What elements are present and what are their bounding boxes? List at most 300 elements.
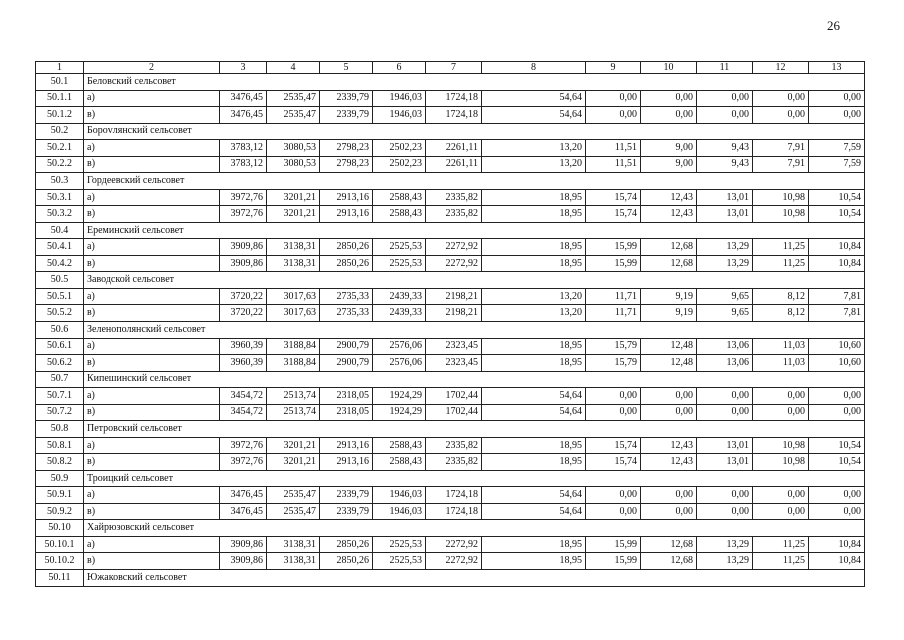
value-cell: 3972,76 [220,454,267,471]
row-label: в) [84,107,220,124]
value-cell: 2318,05 [320,404,373,421]
column-number: 6 [373,62,426,74]
column-number: 4 [267,62,320,74]
row-label: в) [84,454,220,471]
value-cell: 1924,29 [373,388,426,405]
value-cell: 3201,21 [267,437,320,454]
row-label: а) [84,288,220,305]
value-cell: 13,29 [697,553,753,570]
row-code: 50.3.2 [36,206,84,223]
table-row [36,239,865,256]
value-cell: 3080,53 [267,140,320,157]
group-name: Южаковский сельсовет [84,569,320,586]
value-cell: 3138,31 [267,239,320,256]
value-cell: 2261,11 [426,156,482,173]
row-code: 50.1.2 [36,107,84,124]
value-cell: 2272,92 [426,239,482,256]
value-cell: 0,00 [586,388,641,405]
value-cell: 0,00 [586,487,641,504]
group-row-filler [320,470,865,487]
value-cell: 0,00 [753,107,809,124]
value-cell: 0,00 [641,107,697,124]
value-cell: 13,01 [697,437,753,454]
value-cell: 1724,18 [426,107,482,124]
group-code: 50.4 [36,222,84,239]
row-code: 50.10.2 [36,553,84,570]
value-cell: 0,00 [586,107,641,124]
group-code: 50.1 [36,74,84,91]
value-cell: 10,84 [809,553,865,570]
value-cell: 0,00 [697,487,753,504]
value-cell: 10,60 [809,338,865,355]
value-cell: 7,81 [809,305,865,322]
group-name: Гордеевский сельсовет [84,173,320,190]
value-cell: 2513,74 [267,404,320,421]
value-cell: 2850,26 [320,553,373,570]
value-cell: 2913,16 [320,454,373,471]
table-row [36,156,865,173]
value-cell: 10,84 [809,239,865,256]
row-label: а) [84,388,220,405]
group-code: 50.6 [36,321,84,338]
group-name: Кипешинский сельсовет [84,371,320,388]
value-cell: 12,43 [641,206,697,223]
group-row-filler [320,222,865,239]
group-code: 50.9 [36,470,84,487]
value-cell: 15,99 [586,255,641,272]
value-cell: 7,91 [753,140,809,157]
row-code: 50.4.2 [36,255,84,272]
value-cell: 3783,12 [220,140,267,157]
row-code: 50.7.1 [36,388,84,405]
row-label: в) [84,503,220,520]
table-row [36,338,865,355]
row-code: 50.1.1 [36,90,84,107]
value-cell: 11,71 [586,288,641,305]
group-name: Хайрюзовский сельсовет [84,520,320,537]
group-row-filler [320,520,865,537]
value-cell: 3017,63 [267,288,320,305]
value-cell: 18,95 [482,553,586,570]
value-cell: 13,01 [697,206,753,223]
value-cell: 0,00 [753,388,809,405]
value-cell: 2798,23 [320,156,373,173]
value-cell: 3909,86 [220,239,267,256]
value-cell: 3972,76 [220,206,267,223]
group-row [36,371,865,388]
column-number: 8 [482,62,586,74]
table-row [36,536,865,553]
value-cell: 2913,16 [320,437,373,454]
group-name: Беловский сельсовет [84,74,320,91]
group-name: Петровский сельсовет [84,421,320,438]
value-cell: 18,95 [482,189,586,206]
value-cell: 2525,53 [373,553,426,570]
value-cell: 3454,72 [220,404,267,421]
value-cell: 11,25 [753,255,809,272]
value-cell: 0,00 [586,90,641,107]
value-cell: 0,00 [809,487,865,504]
value-cell: 12,48 [641,338,697,355]
value-cell: 0,00 [586,404,641,421]
value-cell: 3188,84 [267,338,320,355]
tariff-table [35,61,865,587]
value-cell: 3909,86 [220,553,267,570]
value-cell: 10,98 [753,437,809,454]
value-cell: 3476,45 [220,90,267,107]
value-cell: 2798,23 [320,140,373,157]
column-number: 12 [753,62,809,74]
value-cell: 7,59 [809,156,865,173]
value-cell: 18,95 [482,338,586,355]
value-cell: 13,06 [697,338,753,355]
row-label: в) [84,355,220,372]
value-cell: 2900,79 [320,355,373,372]
row-code: 50.8.1 [36,437,84,454]
group-row [36,74,865,91]
value-cell: 2913,16 [320,189,373,206]
value-cell: 13,01 [697,189,753,206]
table-row [36,255,865,272]
row-code: 50.6.2 [36,355,84,372]
value-cell: 2913,16 [320,206,373,223]
value-cell: 2335,82 [426,454,482,471]
value-cell: 15,99 [586,553,641,570]
value-cell: 3017,63 [267,305,320,322]
value-cell: 11,03 [753,355,809,372]
table-row [36,404,865,421]
value-cell: 18,95 [482,355,586,372]
row-code: 50.7.2 [36,404,84,421]
value-cell: 2535,47 [267,487,320,504]
group-name: Ереминский сельсовет [84,222,320,239]
value-cell: 10,60 [809,355,865,372]
value-cell: 13,20 [482,140,586,157]
value-cell: 0,00 [641,487,697,504]
group-row-filler [320,569,865,586]
value-cell: 11,03 [753,338,809,355]
value-cell: 2335,82 [426,206,482,223]
value-cell: 2535,47 [267,503,320,520]
row-code: 50.4.1 [36,239,84,256]
value-cell: 12,68 [641,553,697,570]
value-cell: 0,00 [697,404,753,421]
value-cell: 11,25 [753,553,809,570]
group-row [36,470,865,487]
value-cell: 15,74 [586,189,641,206]
value-cell: 18,95 [482,437,586,454]
table-row [36,503,865,520]
group-code: 50.8 [36,421,84,438]
row-label: в) [84,553,220,570]
group-row [36,321,865,338]
row-label: а) [84,437,220,454]
row-label: а) [84,536,220,553]
value-cell: 2850,26 [320,536,373,553]
row-label: а) [84,140,220,157]
value-cell: 1724,18 [426,90,482,107]
value-cell: 10,84 [809,536,865,553]
value-cell: 2339,79 [320,503,373,520]
value-cell: 9,19 [641,305,697,322]
value-cell: 18,95 [482,536,586,553]
value-cell: 11,51 [586,156,641,173]
value-cell: 12,68 [641,239,697,256]
column-number: 1 [36,62,84,74]
value-cell: 3201,21 [267,206,320,223]
group-row [36,222,865,239]
group-row-filler [320,74,865,91]
value-cell: 2502,23 [373,140,426,157]
value-cell: 2502,23 [373,156,426,173]
row-label: в) [84,156,220,173]
value-cell: 0,00 [641,90,697,107]
row-code: 50.2.1 [36,140,84,157]
value-cell: 2198,21 [426,288,482,305]
group-name: Заводской сельсовет [84,272,320,289]
value-cell: 8,12 [753,288,809,305]
value-cell: 0,00 [753,404,809,421]
row-label: в) [84,206,220,223]
column-number-row [36,62,865,74]
value-cell: 1924,29 [373,404,426,421]
value-cell: 3138,31 [267,536,320,553]
value-cell: 13,29 [697,239,753,256]
group-row [36,520,865,537]
value-cell: 3972,76 [220,189,267,206]
value-cell: 9,43 [697,140,753,157]
value-cell: 0,00 [753,503,809,520]
value-cell: 3960,39 [220,355,267,372]
value-cell: 15,99 [586,239,641,256]
table-row [36,355,865,372]
value-cell: 2525,53 [373,255,426,272]
group-row-filler [320,321,865,338]
row-code: 50.9.1 [36,487,84,504]
value-cell: 12,43 [641,437,697,454]
value-cell: 10,98 [753,189,809,206]
value-cell: 1724,18 [426,503,482,520]
value-cell: 3201,21 [267,189,320,206]
value-cell: 18,95 [482,206,586,223]
value-cell: 3909,86 [220,255,267,272]
value-cell: 12,68 [641,255,697,272]
value-cell: 7,59 [809,140,865,157]
value-cell: 0,00 [641,503,697,520]
value-cell: 3783,12 [220,156,267,173]
value-cell: 15,74 [586,206,641,223]
value-cell: 0,00 [753,487,809,504]
group-name: Троицкий сельсовет [84,470,320,487]
value-cell: 3476,45 [220,107,267,124]
value-cell: 3454,72 [220,388,267,405]
value-cell: 2335,82 [426,189,482,206]
value-cell: 3080,53 [267,156,320,173]
value-cell: 15,74 [586,437,641,454]
group-row-filler [320,421,865,438]
value-cell: 0,00 [586,503,641,520]
value-cell: 1946,03 [373,107,426,124]
value-cell: 13,20 [482,156,586,173]
value-cell: 11,51 [586,140,641,157]
value-cell: 9,00 [641,156,697,173]
group-row [36,272,865,289]
column-number: 13 [809,62,865,74]
table-row [36,288,865,305]
value-cell: 54,64 [482,388,586,405]
value-cell: 12,43 [641,454,697,471]
value-cell: 3960,39 [220,338,267,355]
value-cell: 0,00 [697,388,753,405]
group-row-filler [320,371,865,388]
value-cell: 3476,45 [220,503,267,520]
value-cell: 11,71 [586,305,641,322]
value-cell: 10,54 [809,189,865,206]
group-row-filler [320,272,865,289]
row-label: а) [84,239,220,256]
value-cell: 2850,26 [320,255,373,272]
group-row [36,123,865,140]
value-cell: 54,64 [482,404,586,421]
value-cell: 54,64 [482,487,586,504]
group-code: 50.2 [36,123,84,140]
value-cell: 3720,22 [220,305,267,322]
value-cell: 7,91 [753,156,809,173]
value-cell: 0,00 [641,404,697,421]
group-row-filler [320,173,865,190]
value-cell: 9,65 [697,305,753,322]
value-cell: 2339,79 [320,107,373,124]
column-number: 2 [84,62,220,74]
value-cell: 18,95 [482,239,586,256]
value-cell: 11,25 [753,239,809,256]
value-cell: 10,84 [809,255,865,272]
group-code: 50.10 [36,520,84,537]
value-cell: 9,43 [697,156,753,173]
value-cell: 10,98 [753,206,809,223]
value-cell: 3476,45 [220,487,267,504]
value-cell: 2272,92 [426,553,482,570]
value-cell: 15,79 [586,338,641,355]
table-row [36,487,865,504]
row-label: а) [84,90,220,107]
page-number: 26 [827,18,840,33]
value-cell: 18,95 [482,255,586,272]
group-code: 50.3 [36,173,84,190]
value-cell: 8,12 [753,305,809,322]
row-code: 50.6.1 [36,338,84,355]
group-name: Зеленополянский сельсовет [84,321,320,338]
value-cell: 12,68 [641,536,697,553]
group-row [36,421,865,438]
value-cell: 1946,03 [373,90,426,107]
column-number: 11 [697,62,753,74]
value-cell: 9,00 [641,140,697,157]
value-cell: 9,65 [697,288,753,305]
row-label: в) [84,305,220,322]
value-cell: 0,00 [809,107,865,124]
value-cell: 2588,43 [373,206,426,223]
group-row [36,173,865,190]
group-name: Борovлянский сельсовет [84,123,320,140]
table-row [36,305,865,322]
row-label: а) [84,487,220,504]
value-cell: 3188,84 [267,355,320,372]
value-cell: 10,54 [809,454,865,471]
value-cell: 15,74 [586,454,641,471]
value-cell: 9,19 [641,288,697,305]
value-cell: 10,54 [809,437,865,454]
value-cell: 0,00 [697,107,753,124]
column-number: 5 [320,62,373,74]
group-code: 50.11 [36,569,84,586]
value-cell: 2318,05 [320,388,373,405]
value-cell: 2850,26 [320,239,373,256]
value-cell: 12,48 [641,355,697,372]
row-label: а) [84,338,220,355]
table-row [36,140,865,157]
value-cell: 3909,86 [220,536,267,553]
value-cell: 2272,92 [426,255,482,272]
value-cell: 2535,47 [267,90,320,107]
value-cell: 2588,43 [373,189,426,206]
value-cell: 2261,11 [426,140,482,157]
row-code: 50.8.2 [36,454,84,471]
value-cell: 1702,44 [426,388,482,405]
column-number: 3 [220,62,267,74]
group-code: 50.5 [36,272,84,289]
row-code: 50.10.1 [36,536,84,553]
group-row [36,569,865,586]
value-cell: 7,81 [809,288,865,305]
value-cell: 0,00 [809,404,865,421]
value-cell: 11,25 [753,536,809,553]
table-row [36,107,865,124]
value-cell: 2735,33 [320,305,373,322]
value-cell: 13,20 [482,305,586,322]
column-number: 7 [426,62,482,74]
value-cell: 2323,45 [426,355,482,372]
group-row-filler [320,123,865,140]
value-cell: 0,00 [697,503,753,520]
group-code: 50.7 [36,371,84,388]
row-label: в) [84,255,220,272]
value-cell: 2439,33 [373,288,426,305]
column-number: 10 [641,62,697,74]
row-label: а) [84,189,220,206]
table-row [36,189,865,206]
value-cell: 2198,21 [426,305,482,322]
value-cell: 3138,31 [267,553,320,570]
value-cell: 2323,45 [426,338,482,355]
value-cell: 15,79 [586,355,641,372]
value-cell: 15,99 [586,536,641,553]
value-cell: 0,00 [753,90,809,107]
value-cell: 1702,44 [426,404,482,421]
value-cell: 3972,76 [220,437,267,454]
value-cell: 2339,79 [320,487,373,504]
value-cell: 2576,06 [373,338,426,355]
value-cell: 1946,03 [373,487,426,504]
value-cell: 3201,21 [267,454,320,471]
row-label: в) [84,404,220,421]
value-cell: 10,54 [809,206,865,223]
value-cell: 2439,33 [373,305,426,322]
value-cell: 2335,82 [426,437,482,454]
value-cell: 54,64 [482,107,586,124]
value-cell: 2339,79 [320,90,373,107]
value-cell: 0,00 [641,388,697,405]
